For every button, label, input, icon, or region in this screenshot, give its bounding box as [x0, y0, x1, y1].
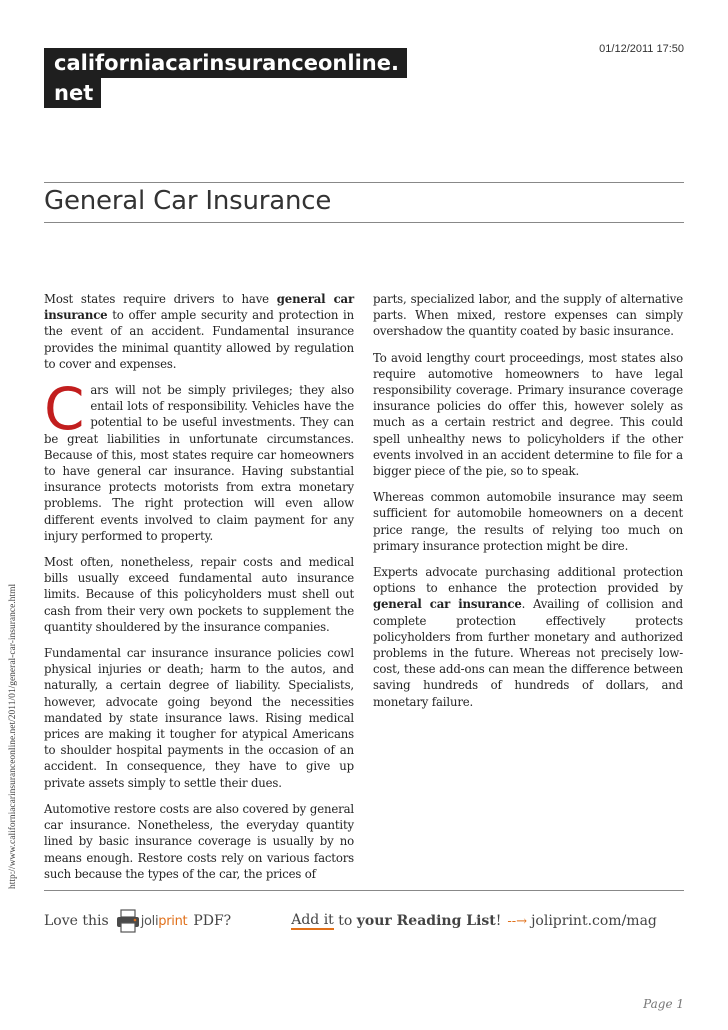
- site-name-line2: net: [44, 78, 101, 108]
- text: . Availing of collision and complete protection effectively protects policyholders from further monetary and authorized problems in the future. Whereas not precisely low-cost, these add-ons can mean the difference between saving hundreds of hundreds of dollars, and monetary failure.: [373, 597, 683, 709]
- text: Experts advocate purchasing additional protection options to enhance the protection provided by: [373, 565, 683, 596]
- source-url-vertical: http://www.californiacarinsuranceonline.net/2011/01/general-car-insurance.html: [8, 583, 18, 889]
- to-text: to: [333, 913, 357, 929]
- paragraph: Automotive restore costs are also covered by general car insurance. Nonetheless, the everyday quantity lined by basic insurance coverage is usually by no means enough. Restore costs rely on various factors such because the types of the car, the prices of: [44, 801, 354, 881]
- article-title: General Car Insurance: [44, 186, 332, 216]
- exclaim-text: !: [495, 913, 502, 929]
- reading-list-link[interactable]: your Reading List: [356, 913, 496, 929]
- text: Most states require drivers to have: [44, 292, 277, 306]
- text: ars will not be simply privileges; they also entail lots of responsibility. Vehicles have the potential to be useful investments. They can be great liabilities in unfortunate circumstances. Because of this, most states require car homeowners to have general car insurance. Having substantial insurance protects motorists from extra monetary problems. The right protection will even allow different events involved to claim payment for any injury performed to property.: [44, 383, 354, 543]
- article-column-left: [44, 291, 354, 892]
- logo-text-print: print: [158, 913, 188, 929]
- paragraph-dropcap: [44, 375, 354, 544]
- page-number: Page 1: [643, 997, 684, 1011]
- dashed-arrow-icon: ‐‐→: [507, 913, 528, 929]
- paragraph: Fundamental car insurance insurance policies cowl physical injuries or death; harm to the autos, and naturally, a certain degree of liability. Specialists, however, advocate going beyond the necessities mandated by state insurance laws. Rising medical prices are making it tougher for atypical Americans to shoulder hospital payments in the occasion of an accident. In consequence, they have to give up private assets simply to settle their dues.: [44, 646, 354, 790]
- keyword-bold: general car insurance: [44, 292, 354, 323]
- text: to offer ample security and protection in the event of an accident. Fundamental insurance provides the minimal quantity allowed by regulation to cover and expenses.: [44, 308, 354, 371]
- keyword-bold: general car insurance: [373, 597, 522, 612]
- paragraph: [373, 564, 683, 710]
- timestamp: 01/12/2011 17:50: [599, 43, 684, 55]
- title-top-rule: [44, 182, 684, 183]
- article-column-right: [373, 291, 683, 720]
- footer-rule: [44, 890, 684, 891]
- title-bottom-rule: [44, 222, 684, 223]
- joliprint-url-link[interactable]: joliprint.com/mag: [531, 913, 657, 929]
- site-name-line1: californiacarinsuranceonline.: [44, 48, 407, 78]
- paragraph: Whereas common automobile insurance may seem sufficient for automobile homeowners on a decent price range, the results of relying too much on primary insurance protection might be dire.: [373, 490, 683, 553]
- logo-text-joli: joli: [140, 913, 159, 929]
- add-it-link[interactable]: Add it: [291, 912, 334, 928]
- joliprint-logo[interactable]: [115, 909, 188, 933]
- footer-bar: [44, 904, 684, 938]
- paragraph: To avoid lengthy court proceedings, most states also require automotive homeowners to have legal responsibility coverage. Primary insurance coverage insurance policies do offer this, however solely as much as a certain restrict and degree. This could spell unhealthy news to policyholders if the other events involved in an accident determine to file for a bigger piece of the pie, so to speak.: [373, 350, 683, 479]
- love-this-text: Love this: [44, 913, 109, 929]
- drop-cap: C: [44, 375, 85, 444]
- paragraph: parts, specialized labor, and the supply of alternative parts. When mixed, restore expenses can simply overshadow the quantity coated by basic insurance.: [373, 292, 683, 339]
- paragraph: Most often, nonetheless, repair costs and medical bills usually exceed fundamental auto insurance limits. Because of this policyholders must shell out cash from their very own pockets to supplement the quantity shouldered by the insurance companies.: [44, 555, 354, 634]
- pdf-text: PDF?: [193, 913, 232, 929]
- printer-icon: [115, 909, 141, 933]
- paragraph: [44, 291, 354, 372]
